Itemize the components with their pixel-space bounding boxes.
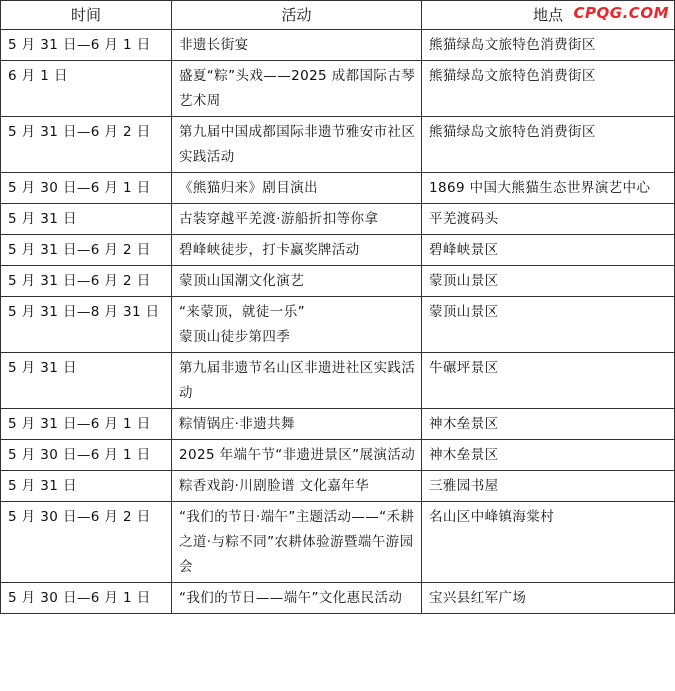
time-cell: 5 月 31 日—6 月 2 日 <box>1 117 172 173</box>
table-row <box>1 117 675 173</box>
activity-cell: 盛夏“粽”头戏——2025 成都国际古琴艺术周 <box>172 61 422 117</box>
location-cell: 牛碾坪景区 <box>422 353 675 409</box>
time-cell: 6 月 1 日 <box>1 61 172 117</box>
activity-cell: 碧峰峡徒步，打卡赢奖牌活动 <box>172 235 422 266</box>
activity-cell: 第九届中国成都国际非遗节雅安市社区实践活动 <box>172 117 422 173</box>
location-cell: 平羌渡码头 <box>422 204 675 235</box>
table-row <box>1 61 675 117</box>
activity-cell: 《熊猫归来》剧目演出 <box>172 173 422 204</box>
activity-cell: 2025 年端午节“非遗进景区”展演活动 <box>172 440 422 471</box>
header-location: 地点 <box>422 1 675 30</box>
table-row <box>1 502 675 583</box>
location-cell: 神木垒景区 <box>422 409 675 440</box>
time-cell: 5 月 31 日—6 月 2 日 <box>1 235 172 266</box>
location-cell: 熊猫绿岛文旅特色消费街区 <box>422 30 675 61</box>
time-cell: 5 月 31 日—6 月 1 日 <box>1 30 172 61</box>
table-row <box>1 583 675 614</box>
table-row <box>1 204 675 235</box>
time-cell: 5 月 31 日 <box>1 471 172 502</box>
location-cell: 三雅园书屋 <box>422 471 675 502</box>
activity-cell: “我们的节日·端午”主题活动——“禾耕之道·与粽不同”农耕体验游暨端午游园会 <box>172 502 422 583</box>
activity-cell: “来蒙顶，就徒一乐” 蒙顶山徒步第四季 <box>172 297 422 353</box>
table-row <box>1 440 675 471</box>
time-cell: 5 月 31 日—6 月 1 日 <box>1 409 172 440</box>
watermark-logo: CPQG.COM <box>573 4 669 22</box>
table-row <box>1 353 675 409</box>
header-time: 时间 <box>1 1 172 30</box>
time-cell: 5 月 30 日—6 月 1 日 <box>1 173 172 204</box>
time-cell: 5 月 31 日—6 月 2 日 <box>1 266 172 297</box>
location-cell: 名山区中峰镇海棠村 <box>422 502 675 583</box>
table-row <box>1 30 675 61</box>
table-row <box>1 235 675 266</box>
activity-cell: 粽香戏韵·川剧脸谱 文化嘉年华 <box>172 471 422 502</box>
table-row <box>1 173 675 204</box>
location-cell: 1869 中国大熊猫生态世界演艺中心 <box>422 173 675 204</box>
time-cell: 5 月 31 日 <box>1 204 172 235</box>
header-activity: 活动 <box>172 1 422 30</box>
location-cell: 熊猫绿岛文旅特色消费街区 <box>422 61 675 117</box>
location-cell: 宝兴县红军广场 <box>422 583 675 614</box>
activity-cell: 古装穿越平羌渡·游船折扣等你拿 <box>172 204 422 235</box>
table-row <box>1 266 675 297</box>
location-cell: 神木垒景区 <box>422 440 675 471</box>
table-row <box>1 297 675 353</box>
location-cell: 碧峰峡景区 <box>422 235 675 266</box>
activity-cell: 蒙顶山国潮文化演艺 <box>172 266 422 297</box>
location-cell: 熊猫绿岛文旅特色消费街区 <box>422 117 675 173</box>
activity-cell: “我们的节日——端午”文化惠民活动 <box>172 583 422 614</box>
activity-cell: 非遗长街宴 <box>172 30 422 61</box>
activity-cell: 粽情锅庄·非遗共舞 <box>172 409 422 440</box>
table-row <box>1 409 675 440</box>
time-cell: 5 月 30 日—6 月 1 日 <box>1 583 172 614</box>
table-row <box>1 471 675 502</box>
time-cell: 5 月 31 日 <box>1 353 172 409</box>
activity-cell: 第九届非遗节名山区非遗进社区实践活动 <box>172 353 422 409</box>
location-cell: 蒙顶山景区 <box>422 297 675 353</box>
time-cell: 5 月 31 日—8 月 31 日 <box>1 297 172 353</box>
time-cell: 5 月 30 日—6 月 1 日 <box>1 440 172 471</box>
time-cell: 5 月 30 日—6 月 2 日 <box>1 502 172 583</box>
location-cell: 蒙顶山景区 <box>422 266 675 297</box>
